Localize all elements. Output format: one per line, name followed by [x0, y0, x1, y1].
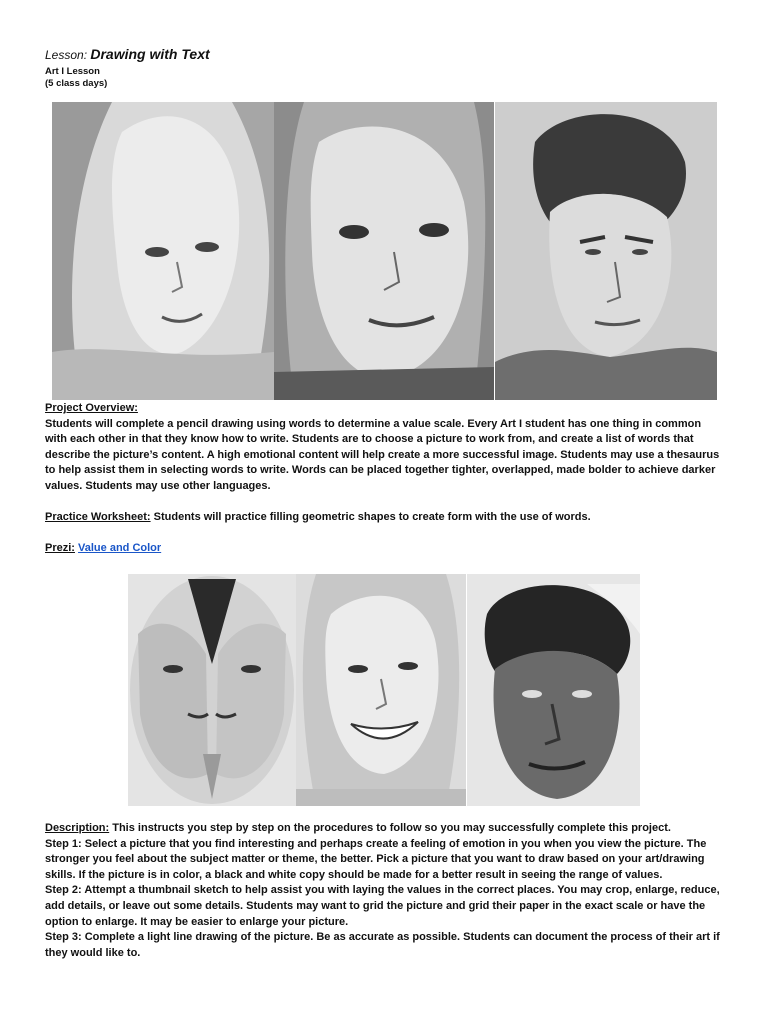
lesson-heading: [45, 46, 210, 62]
course-line: Art I Lesson: [45, 66, 100, 77]
practice-worksheet-body: Students will practice filling geometric shapes to create form with the use of words.: [150, 511, 591, 523]
step-2: Step 2: Attempt a thumbnail sketch to help assist you with laying the values in the correct places. You may crop, enlarge, reduce, add details, or leave out some details. Students may want to grid the picture and grid their paper in the exact scale or have the option to enlarge. It may be easier to enlarge your picture.: [45, 884, 720, 928]
description-heading: Description:: [45, 822, 110, 834]
duration-line: (5 class days): [45, 78, 108, 89]
project-overview-section: [45, 401, 725, 495]
practice-worksheet-heading: Practice Worksheet:: [45, 511, 151, 523]
lesson-label: Lesson:: [45, 48, 88, 62]
example-drawing-woman-blonde: [52, 102, 274, 400]
prezi-line: [45, 541, 725, 557]
example-drawing-woman-closeup: [274, 102, 494, 400]
practice-worksheet-line: [45, 510, 725, 526]
example-drawing-smiling-woman: [296, 574, 466, 806]
project-overview-heading: Project Overview:: [45, 402, 138, 414]
step-1: Step 1: Select a picture that you find interesting and perhaps create a feeling of emotion in you when you view the picture. The stronger you feel about the subject matter or theme, the better. Pick a picture that you want to draw based on your art/drawing skills. If the picture is in color, a black and white copy should be made for a better result in seeing the range of values.: [45, 837, 707, 881]
lesson-title: Drawing with Text: [90, 46, 210, 62]
description-intro: This instructs you step by step on the procedures to follow so you may successfully complete this project.: [109, 822, 671, 834]
step-3: Step 3: Complete a light line drawing of the picture. Be as accurate as possible. Students can document the process of their art if they would like to.: [45, 931, 720, 959]
description-section: [45, 821, 725, 961]
prezi-label: Prezi:: [45, 542, 75, 554]
example-drawing-two-faces: [128, 574, 296, 806]
project-overview-body: Students will complete a pencil drawing using words to determine a value scale. Every Art I student has one thing in common with each other in that they know how to write. Students are to choose a picture to work from, and create a list of words that describe the picture’s content. A high emotional content will help create a more successful image. Students may use a thesaurus to help assist them in selecting words to write. Words can be placed together tighter, overlapped, made bolder to achieve darker values. Students may use other languages.: [45, 417, 720, 492]
prezi-link[interactable]: Value and Color: [78, 542, 162, 554]
example-drawing-man-portrait: [467, 574, 640, 806]
example-drawing-man: [495, 102, 717, 400]
